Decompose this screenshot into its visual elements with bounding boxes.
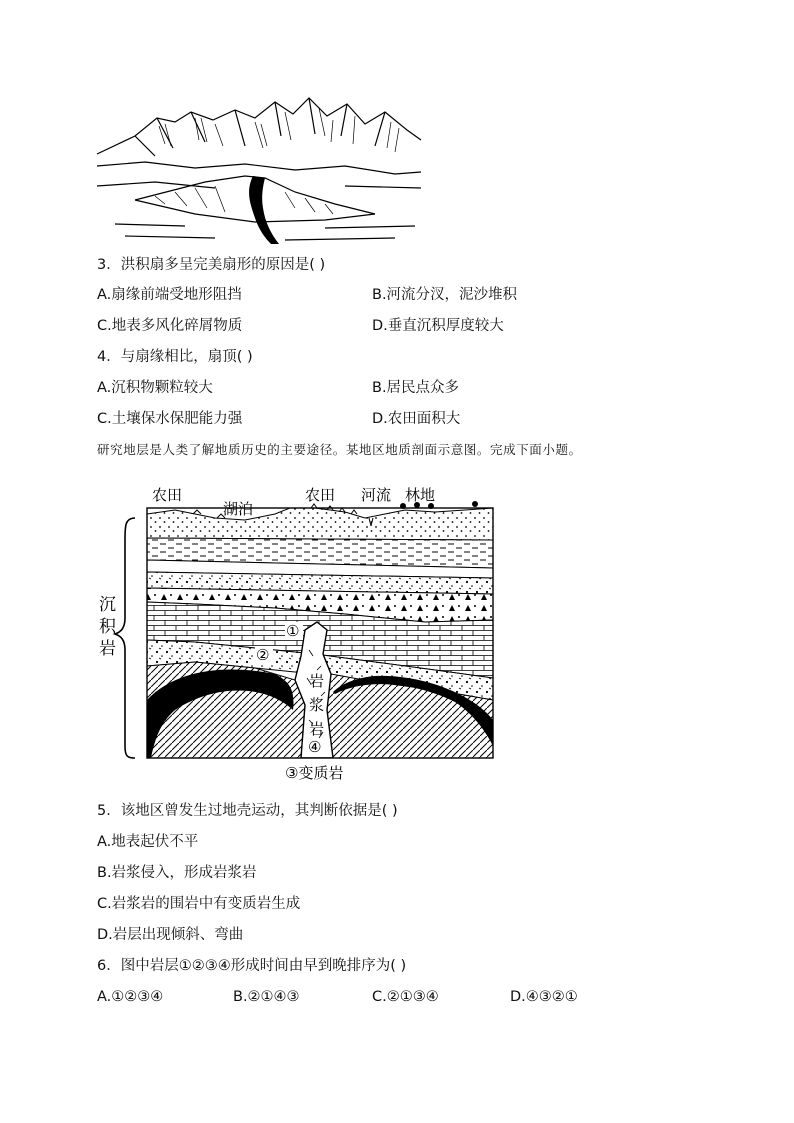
- label-sedimentary-1: 沉: [99, 595, 116, 615]
- q4-option-b[interactable]: B.居民点众多: [372, 380, 460, 396]
- q3-option-c[interactable]: C.地表多风化碎屑物质: [97, 318, 243, 334]
- q3-option-d[interactable]: D.垂直沉积厚度较大: [372, 318, 504, 334]
- q4-option-d[interactable]: D.农田面积大: [372, 411, 461, 427]
- q5-option-b[interactable]: B.岩浆侵入，形成岩浆岩: [97, 865, 257, 881]
- q5-stem: 5．该地区曾发生过地壳运动，其判断依据是( ): [97, 803, 398, 819]
- geologic-section-diagram: [95, 470, 505, 785]
- label-river: 河流: [361, 486, 392, 504]
- q4-option-a[interactable]: A.沉积物颗粒较大: [97, 380, 213, 396]
- label-layer-2: ②: [256, 646, 270, 664]
- q3-option-b[interactable]: B.河流分汊，泥沙堆积: [372, 287, 518, 303]
- label-forest: 林地: [405, 486, 436, 504]
- q6-option-b[interactable]: B.②①④③: [233, 989, 300, 1005]
- label-magma-2: 浆: [309, 696, 325, 714]
- q5-option-c[interactable]: C.岩浆岩的围岩中有变质岩生成: [97, 896, 301, 912]
- label-sedimentary-3: 岩: [99, 639, 116, 659]
- q5-option-a[interactable]: A.地表起伏不平: [97, 834, 199, 850]
- section-intro: 研究地层是人类了解地质历史的主要途径。某地区地质剖面示意图。完成下面小题。: [97, 442, 582, 457]
- q6-stem: 6．图中岩层①②③④形成时间由早到晚排序为( ): [97, 958, 407, 974]
- alluvial-fan-sketch: [95, 96, 425, 246]
- label-layer-1: ①: [286, 622, 300, 640]
- label-layer-4: ④: [308, 738, 322, 756]
- q6-option-a[interactable]: A.①②③④: [97, 989, 164, 1005]
- q6-option-d[interactable]: D.④③②①: [510, 989, 578, 1005]
- label-farmland-1: 农田: [152, 486, 183, 504]
- label-magma-3: 岩: [309, 720, 325, 738]
- label-metamorphic-rock: ③变质岩: [285, 764, 344, 782]
- q3-option-a[interactable]: A.扇缘前端受地形阻挡: [97, 287, 242, 303]
- q4-option-c[interactable]: C.土壤保水保肥能力强: [97, 411, 243, 427]
- label-lake: 湖泊: [223, 500, 254, 518]
- q3-stem: 3．洪积扇多呈完美扇形的原因是( ): [97, 257, 326, 273]
- q6-option-c[interactable]: C.②①③④: [372, 989, 439, 1005]
- label-sedimentary-2: 积: [99, 617, 116, 637]
- q4-stem: 4．与扇缘相比，扇顶( ): [97, 349, 253, 365]
- label-farmland-2: 农田: [305, 486, 336, 504]
- q5-option-d[interactable]: D.岩层出现倾斜、弯曲: [97, 927, 244, 943]
- label-magma-1: 岩: [309, 672, 325, 690]
